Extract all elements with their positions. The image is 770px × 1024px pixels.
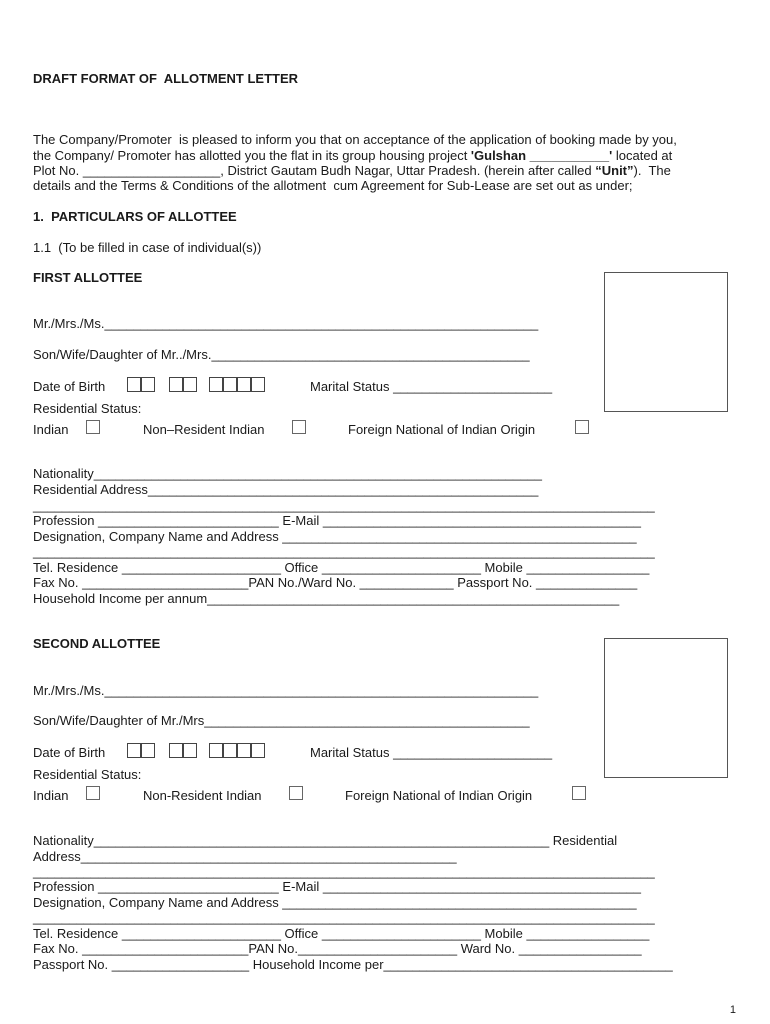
dob-year-box[interactable] — [237, 377, 251, 392]
second-relation-field[interactable]: Son/Wife/Daughter of Mr./Mrs_____________________________________________ — [33, 713, 530, 728]
dob-day-box[interactable] — [141, 377, 155, 392]
first-profession-email-field[interactable]: Profession _________________________ E-Mail ____________________________________________ — [33, 513, 641, 528]
first-designation-field[interactable]: Designation, Company Name and Address _________________________________________________ — [33, 529, 637, 544]
first-dob-label: Date of Birth — [33, 379, 106, 394]
dob-year-box[interactable] — [251, 377, 265, 392]
document-title: DRAFT FORMAT OF ALLOTMENT LETTER — [33, 71, 299, 86]
second-nationality-field[interactable]: Nationality_______________________________________________________________ Residential — [33, 833, 618, 848]
second-address-field[interactable]: Address____________________________________________________ — [33, 849, 457, 864]
first-tel-field[interactable]: Tel. Residence ______________________ Office ______________________ Mobile _________________ — [33, 560, 650, 575]
first-designation-line-2[interactable]: ______________________________________________________________________________________ — [33, 544, 655, 559]
first-foreign-checkbox[interactable] — [575, 420, 589, 434]
first-nationality-field[interactable]: Nationality______________________________________________________________ — [33, 466, 542, 481]
first-address-field[interactable]: Residential Address______________________________________________________ — [33, 482, 539, 497]
second-profession-email-field[interactable]: Profession _________________________ E-Mail ____________________________________________ — [33, 879, 641, 894]
dob-month-box[interactable] — [169, 377, 183, 392]
first-marital-field[interactable]: Marital Status ______________________ — [310, 379, 553, 394]
dob-year-box[interactable] — [237, 743, 251, 758]
second-address-line-2[interactable]: ______________________________________________________________________________________ — [33, 864, 655, 879]
intro-line-4: details and the Terms & Conditions of the allotment cum Agreement for Sub-Lease are set out as under; — [33, 178, 633, 193]
first-income-field[interactable]: Household Income per annum_________________________________________________________ — [33, 591, 620, 606]
first-allottee-photo-box[interactable] — [604, 272, 728, 412]
intro-line-2: the Company/ Promoter has allotted you the flat in its group housing project 'Gulshan ___________' located at — [33, 148, 673, 163]
first-nri-label: Non–Resident Indian — [143, 422, 265, 437]
second-designation-line-2[interactable]: ______________________________________________________________________________________ — [33, 910, 655, 925]
intro-line-1: The Company/Promoter is pleased to inform you that on acceptance of the application of booking made by you, — [33, 132, 677, 147]
first-address-line-2[interactable]: ______________________________________________________________________________________ — [33, 498, 655, 513]
second-tel-field[interactable]: Tel. Residence ______________________ Office ______________________ Mobile _________________ — [33, 926, 650, 941]
intro-line-3: Plot No. ___________________, District Gautam Budh Nagar, Uttar Pradesh. (herein after called “Unit”). The — [33, 163, 671, 178]
second-allottee-heading: SECOND ALLOTTEE — [33, 636, 161, 651]
dob-day-box[interactable] — [141, 743, 155, 758]
second-allottee-photo-box[interactable] — [604, 638, 728, 778]
dob-month-box[interactable] — [183, 743, 197, 758]
first-foreign-label: Foreign National of Indian Origin — [348, 422, 536, 437]
page-number: 1 — [729, 1004, 736, 1016]
second-passport-income-field[interactable]: Passport No. ___________________ Household Income per________________________________________ — [33, 957, 673, 972]
first-indian-checkbox[interactable] — [86, 420, 100, 434]
second-foreign-checkbox[interactable] — [572, 786, 586, 800]
dob-month-box[interactable] — [169, 743, 183, 758]
dob-year-box[interactable] — [251, 743, 265, 758]
first-name-field[interactable]: Mr./Mrs./Ms.____________________________________________________________ — [33, 316, 539, 331]
subsection-heading: 1.1 (To be filled in case of individual(s)) — [33, 240, 262, 255]
second-nri-checkbox[interactable] — [289, 786, 303, 800]
first-allottee-heading: FIRST ALLOTTEE — [33, 270, 143, 285]
first-indian-label: Indian — [33, 422, 69, 437]
second-indian-checkbox[interactable] — [86, 786, 100, 800]
dob-day-box[interactable] — [127, 743, 141, 758]
second-name-field[interactable]: Mr./Mrs./Ms.____________________________________________________________ — [33, 683, 539, 698]
dob-year-box[interactable] — [209, 743, 223, 758]
second-dob-label: Date of Birth — [33, 745, 106, 760]
second-designation-field[interactable]: Designation, Company Name and Address _________________________________________________ — [33, 895, 637, 910]
section-heading: 1. PARTICULARS OF ALLOTTEE — [33, 209, 237, 224]
second-nri-label: Non-Resident Indian — [143, 788, 262, 803]
second-indian-label: Indian — [33, 788, 69, 803]
second-marital-field[interactable]: Marital Status ______________________ — [310, 745, 553, 760]
dob-year-box[interactable] — [223, 743, 237, 758]
dob-month-box[interactable] — [183, 377, 197, 392]
second-fax-pan-field[interactable]: Fax No. _______________________PAN No.______________________ Ward No. _________________ — [33, 941, 642, 956]
second-foreign-label: Foreign National of Indian Origin — [345, 788, 533, 803]
first-nri-checkbox[interactable] — [292, 420, 306, 434]
first-relation-field[interactable]: Son/Wife/Daughter of Mr../Mrs.____________________________________________ — [33, 347, 530, 362]
dob-year-box[interactable] — [223, 377, 237, 392]
dob-day-box[interactable] — [127, 377, 141, 392]
dob-year-box[interactable] — [209, 377, 223, 392]
second-residential-status-label: Residential Status: — [33, 767, 142, 782]
first-fax-pan-field[interactable]: Fax No. _______________________PAN No./Ward No. _____________ Passport No. ______________ — [33, 575, 638, 590]
first-residential-status-label: Residential Status: — [33, 401, 142, 416]
